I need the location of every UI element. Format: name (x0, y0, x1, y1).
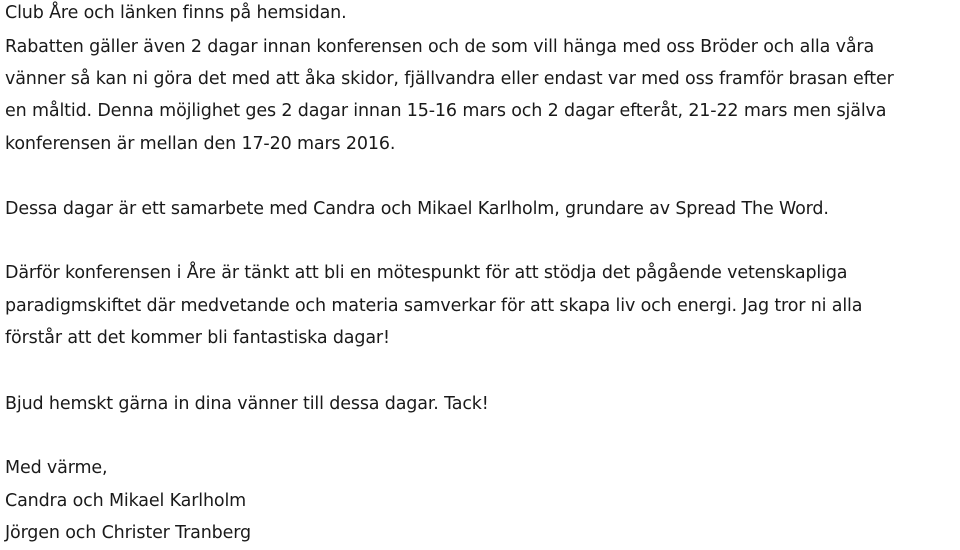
text-line: en måltid. Denna möjlighet ges 2 dagar innan 15-16 mars och 2 dagar efteråt, 21-22 mars men själva (5, 101, 887, 121)
signature-greeting: Med värme, (5, 458, 108, 478)
text-line: Därför konferensen i Åre är tänkt att bli en mötespunkt för att stödja det pågående vetenskapliga (5, 263, 848, 283)
text-line: vänner så kan ni göra det med att åka skidor, fjällvandra eller endast var med oss framför brasan efter (5, 69, 894, 89)
text-line: förstår att det kommer bli fantastiska dagar! (5, 328, 390, 348)
signature-name: Candra och Mikael Karlholm (5, 491, 247, 511)
text-line: Dessa dagar är ett samarbete med Candra och Mikael Karlholm, grundare av Spread The Word. (5, 199, 829, 219)
text-line: Rabatten gäller även 2 dagar innan konferensen och de som vill hänga med oss Bröder och alla våra (5, 37, 875, 57)
text-line: paradigmskiftet där medvetande och materia samverkar för att skapa liv och energi. Jag tror ni alla (5, 296, 863, 316)
text-line: Bjud hemskt gärna in dina vänner till dessa dagar. Tack! (5, 394, 489, 414)
signature-name: Jörgen och Christer Tranberg (5, 523, 251, 543)
text-line: Club Åre och länken finns på hemsidan. (5, 3, 347, 23)
text-line: konferensen är mellan den 17-20 mars 2016. (5, 134, 396, 154)
